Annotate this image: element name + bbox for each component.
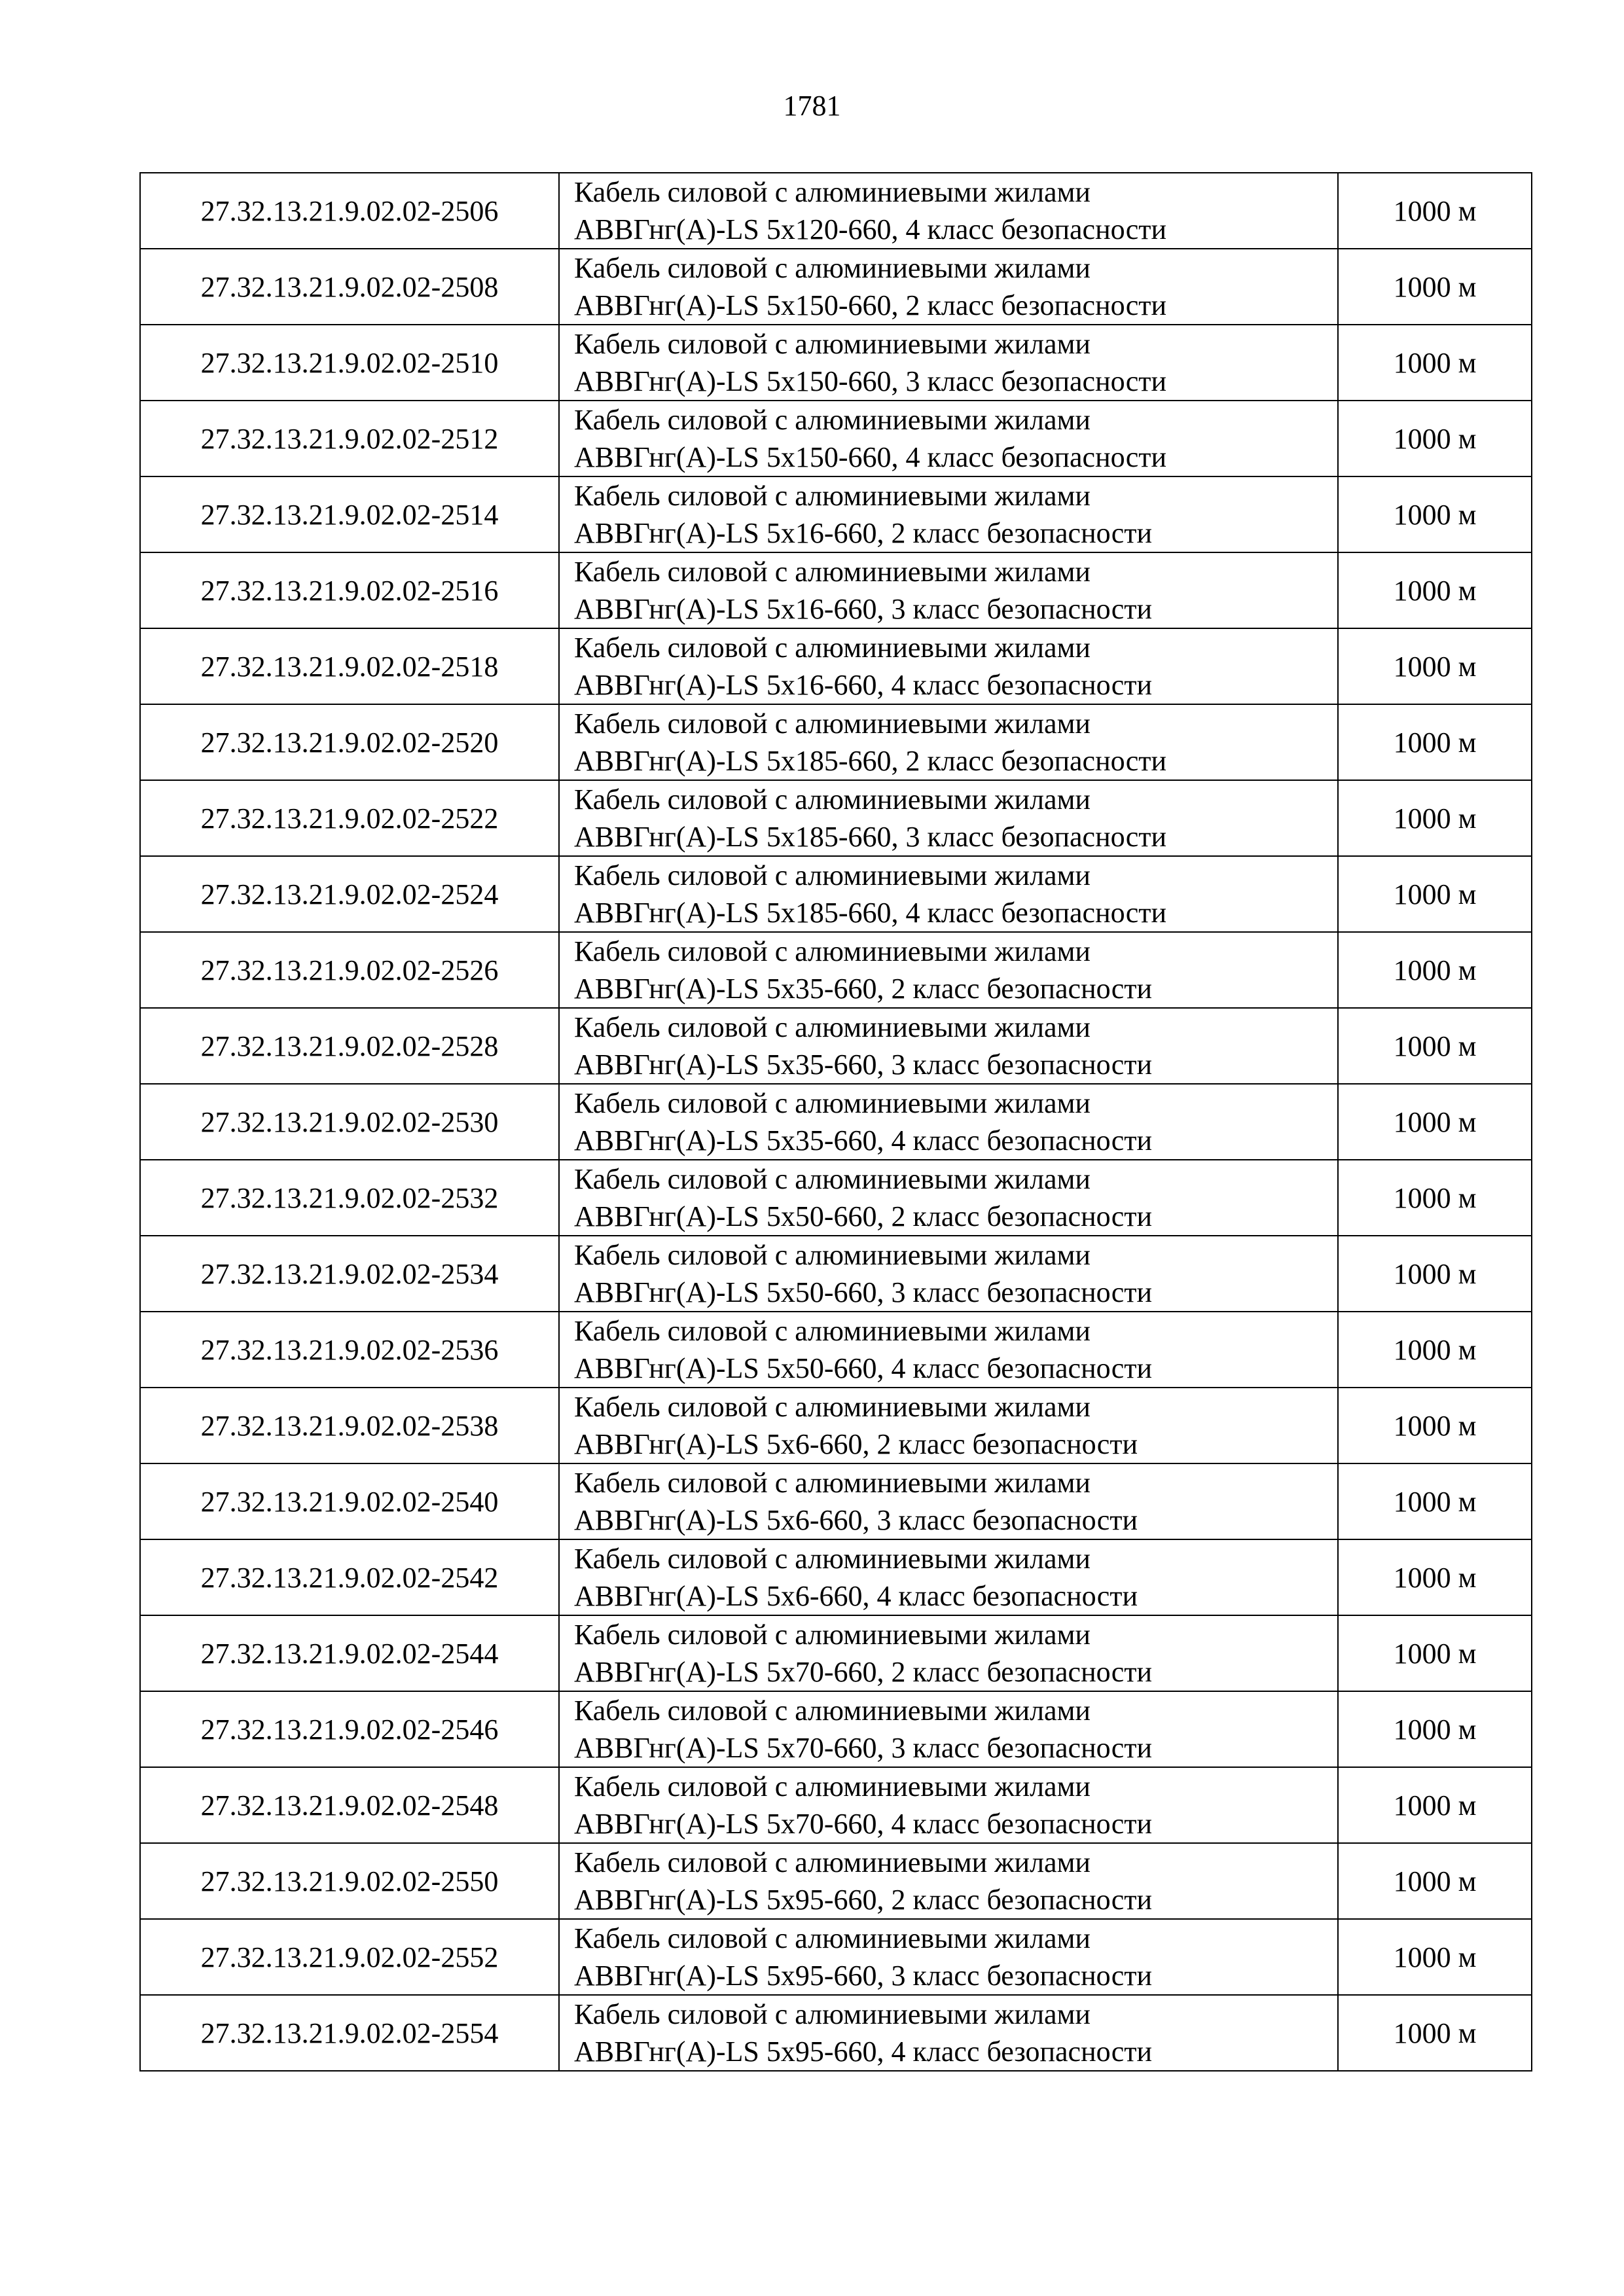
name-line-2: АВВГнг(А)-LS 5х50-660, 2 класс безопасности: [574, 1200, 1153, 1232]
name-line-2: АВВГнг(А)-LS 5х185-660, 4 класс безопасности: [574, 897, 1167, 929]
cell-name: [559, 325, 1338, 401]
cell-code: 27.32.13.21.9.02.02-2536: [140, 1312, 559, 1388]
cell-name: [559, 1008, 1338, 1084]
cell-code: 27.32.13.21.9.02.02-2554: [140, 1995, 559, 2071]
cell-unit: 1000 м: [1338, 401, 1532, 476]
name-line-1: Кабель силовой с алюминиевыми жилами: [574, 1846, 1091, 1878]
table-row: [140, 628, 1532, 704]
cell-code: 27.32.13.21.9.02.02-2524: [140, 856, 559, 932]
table-row: [140, 1767, 1532, 1843]
cell-name: [559, 1615, 1338, 1691]
name-line-2: АВВГнг(А)-LS 5х70-660, 4 класс безопасности: [574, 1808, 1153, 1840]
table-row: [140, 1615, 1532, 1691]
name-line-2: АВВГнг(А)-LS 5х120-660, 4 класс безопасности: [574, 213, 1167, 245]
cell-code: 27.32.13.21.9.02.02-2546: [140, 1691, 559, 1767]
name-line-2: АВВГнг(А)-LS 5х16-660, 4 класс безопасности: [574, 669, 1153, 701]
cell-unit: 1000 м: [1338, 1995, 1532, 2071]
cell-unit: 1000 м: [1338, 173, 1532, 249]
cell-name: [559, 1160, 1338, 1236]
cell-name: [559, 1995, 1338, 2071]
table-row: [140, 1008, 1532, 1084]
table-row: [140, 325, 1532, 401]
cell-code: 27.32.13.21.9.02.02-2522: [140, 780, 559, 856]
cell-code: 27.32.13.21.9.02.02-2550: [140, 1843, 559, 1919]
cell-code: 27.32.13.21.9.02.02-2542: [140, 1539, 559, 1615]
name-line-2: АВВГнг(А)-LS 5х95-660, 3 класс безопасности: [574, 1960, 1153, 1992]
cell-unit: 1000 м: [1338, 628, 1532, 704]
name-line-1: Кабель силовой с алюминиевыми жилами: [574, 1163, 1091, 1195]
name-line-1: Кабель силовой с алюминиевыми жилами: [574, 1239, 1091, 1271]
name-line-1: Кабель силовой с алюминиевыми жилами: [574, 935, 1091, 967]
table-body: [140, 173, 1532, 2071]
table-row: [140, 173, 1532, 249]
cell-name: [559, 1084, 1338, 1160]
cell-unit: 1000 м: [1338, 1767, 1532, 1843]
cell-code: 27.32.13.21.9.02.02-2538: [140, 1388, 559, 1463]
cell-name: [559, 249, 1338, 325]
cell-name: [559, 1539, 1338, 1615]
table-row: [140, 1084, 1532, 1160]
cell-name: [559, 476, 1338, 552]
cell-code: 27.32.13.21.9.02.02-2548: [140, 1767, 559, 1843]
table-row: [140, 401, 1532, 476]
page-number: 1781: [783, 90, 841, 122]
name-line-2: АВВГнг(А)-LS 5х150-660, 3 класс безопасности: [574, 365, 1167, 397]
name-line-1: Кабель силовой с алюминиевыми жилами: [574, 1619, 1091, 1651]
cell-name: [559, 1843, 1338, 1919]
name-line-1: Кабель силовой с алюминиевыми жилами: [574, 1770, 1091, 1803]
table-row: [140, 932, 1532, 1008]
name-line-2: АВВГнг(А)-LS 5х185-660, 2 класс безопасности: [574, 745, 1167, 777]
cell-unit: 1000 м: [1338, 1463, 1532, 1539]
cell-name: [559, 628, 1338, 704]
name-line-1: Кабель силовой с алюминиевыми жилами: [574, 1087, 1091, 1119]
cell-name: [559, 401, 1338, 476]
name-line-1: Кабель силовой с алюминиевыми жилами: [574, 480, 1091, 512]
name-line-2: АВВГнг(А)-LS 5х95-660, 2 класс безопасности: [574, 1884, 1153, 1916]
cell-code: 27.32.13.21.9.02.02-2520: [140, 704, 559, 780]
name-line-2: АВВГнг(А)-LS 5х35-660, 3 класс безопасности: [574, 1049, 1153, 1081]
name-line-1: Кабель силовой с алюминиевыми жилами: [574, 252, 1091, 284]
table-row: [140, 1691, 1532, 1767]
cell-unit: 1000 м: [1338, 1615, 1532, 1691]
name-line-2: АВВГнг(А)-LS 5х70-660, 3 класс безопасности: [574, 1732, 1153, 1764]
cell-unit: 1000 м: [1338, 856, 1532, 932]
name-line-1: Кабель силовой с алюминиевыми жилами: [574, 1695, 1091, 1727]
cell-unit: 1000 м: [1338, 1312, 1532, 1388]
name-line-1: Кабель силовой с алюминиевыми жилами: [574, 176, 1091, 208]
cell-unit: 1000 м: [1338, 552, 1532, 628]
name-line-1: Кабель силовой с алюминиевыми жилами: [574, 1543, 1091, 1575]
name-line-1: Кабель силовой с алюминиевыми жилами: [574, 859, 1091, 891]
resource-table: [139, 172, 1532, 2072]
cell-unit: 1000 м: [1338, 1084, 1532, 1160]
cell-unit: 1000 м: [1338, 1160, 1532, 1236]
cell-code: 27.32.13.21.9.02.02-2526: [140, 932, 559, 1008]
name-line-2: АВВГнг(А)-LS 5х50-660, 3 класс безопасности: [574, 1276, 1153, 1308]
table-row: [140, 1843, 1532, 1919]
table-row: [140, 1160, 1532, 1236]
cell-code: 27.32.13.21.9.02.02-2512: [140, 401, 559, 476]
name-line-2: АВВГнг(А)-LS 5х150-660, 2 класс безопасности: [574, 289, 1167, 321]
cell-code: 27.32.13.21.9.02.02-2532: [140, 1160, 559, 1236]
cell-code: 27.32.13.21.9.02.02-2528: [140, 1008, 559, 1084]
table-row: [140, 1919, 1532, 1995]
table-row: [140, 1312, 1532, 1388]
table-row: [140, 780, 1532, 856]
name-line-1: Кабель силовой с алюминиевыми жилами: [574, 632, 1091, 664]
name-line-2: АВВГнг(А)-LS 5х70-660, 2 класс безопасности: [574, 1656, 1153, 1688]
cell-code: 27.32.13.21.9.02.02-2540: [140, 1463, 559, 1539]
name-line-2: АВВГнг(А)-LS 5х16-660, 3 класс безопасности: [574, 593, 1153, 625]
cell-unit: 1000 м: [1338, 249, 1532, 325]
name-line-1: Кабель силовой с алюминиевыми жилами: [574, 1998, 1091, 2030]
cell-code: 27.32.13.21.9.02.02-2506: [140, 173, 559, 249]
cell-name: [559, 1312, 1338, 1388]
cell-code: 27.32.13.21.9.02.02-2552: [140, 1919, 559, 1995]
cell-name: [559, 173, 1338, 249]
cell-name: [559, 780, 1338, 856]
name-line-2: АВВГнг(А)-LS 5х95-660, 4 класс безопасности: [574, 2036, 1153, 2068]
name-line-1: Кабель силовой с алюминиевыми жилами: [574, 1391, 1091, 1423]
cell-code: 27.32.13.21.9.02.02-2510: [140, 325, 559, 401]
cell-code: 27.32.13.21.9.02.02-2518: [140, 628, 559, 704]
name-line-1: Кабель силовой с алюминиевыми жилами: [574, 783, 1091, 816]
name-line-2: АВВГнг(А)-LS 5х50-660, 4 класс безопасности: [574, 1352, 1153, 1384]
cell-name: [559, 552, 1338, 628]
cell-unit: 1000 м: [1338, 325, 1532, 401]
cell-unit: 1000 м: [1338, 1919, 1532, 1995]
name-line-1: Кабель силовой с алюминиевыми жилами: [574, 556, 1091, 588]
cell-name: [559, 1463, 1338, 1539]
table-row: [140, 1236, 1532, 1312]
name-line-1: Кабель силовой с алюминиевыми жилами: [574, 1011, 1091, 1043]
name-line-1: Кабель силовой с алюминиевыми жилами: [574, 708, 1091, 740]
cell-name: [559, 932, 1338, 1008]
cell-unit: 1000 м: [1338, 932, 1532, 1008]
cell-name: [559, 1919, 1338, 1995]
cell-code: 27.32.13.21.9.02.02-2530: [140, 1084, 559, 1160]
name-line-2: АВВГнг(А)-LS 5х6-660, 3 класс безопасности: [574, 1504, 1138, 1536]
cell-code: 27.32.13.21.9.02.02-2516: [140, 552, 559, 628]
name-line-2: АВВГнг(А)-LS 5х6-660, 4 класс безопасности: [574, 1580, 1138, 1612]
cell-code: 27.32.13.21.9.02.02-2508: [140, 249, 559, 325]
table-row: [140, 1388, 1532, 1463]
cell-unit: 1000 м: [1338, 1843, 1532, 1919]
cell-unit: 1000 м: [1338, 1008, 1532, 1084]
name-line-2: АВВГнг(А)-LS 5х35-660, 2 класс безопасности: [574, 973, 1153, 1005]
name-line-1: Кабель силовой с алюминиевыми жилами: [574, 1467, 1091, 1499]
table-row: [140, 552, 1532, 628]
cell-unit: 1000 м: [1338, 1691, 1532, 1767]
name-line-2: АВВГнг(А)-LS 5х16-660, 2 класс безопасности: [574, 517, 1153, 549]
table-row: [140, 249, 1532, 325]
cell-name: [559, 1388, 1338, 1463]
cell-name: [559, 1691, 1338, 1767]
cell-unit: 1000 м: [1338, 476, 1532, 552]
cell-name: [559, 856, 1338, 932]
cell-unit: 1000 м: [1338, 1388, 1532, 1463]
name-line-2: АВВГнг(А)-LS 5х35-660, 4 класс безопасности: [574, 1124, 1153, 1157]
name-line-1: Кабель силовой с алюминиевыми жилами: [574, 328, 1091, 360]
name-line-2: АВВГнг(А)-LS 5х185-660, 3 класс безопасности: [574, 821, 1167, 853]
cell-unit: 1000 м: [1338, 780, 1532, 856]
table-row: [140, 704, 1532, 780]
name-line-1: Кабель силовой с алюминиевыми жилами: [574, 1922, 1091, 1954]
name-line-2: АВВГнг(А)-LS 5х150-660, 4 класс безопасности: [574, 441, 1167, 473]
cell-unit: 1000 м: [1338, 704, 1532, 780]
cell-name: [559, 1236, 1338, 1312]
cell-code: 27.32.13.21.9.02.02-2534: [140, 1236, 559, 1312]
cell-name: [559, 704, 1338, 780]
table-row: [140, 476, 1532, 552]
cell-code: 27.32.13.21.9.02.02-2514: [140, 476, 559, 552]
cell-unit: 1000 м: [1338, 1539, 1532, 1615]
name-line-1: Кабель силовой с алюминиевыми жилами: [574, 404, 1091, 436]
cell-name: [559, 1767, 1338, 1843]
table-row: [140, 1539, 1532, 1615]
name-line-2: АВВГнг(А)-LS 5х6-660, 2 класс безопасности: [574, 1428, 1138, 1460]
name-line-1: Кабель силовой с алюминиевыми жилами: [574, 1315, 1091, 1347]
table-row: [140, 1995, 1532, 2071]
table-row: [140, 856, 1532, 932]
cell-unit: 1000 м: [1338, 1236, 1532, 1312]
table-row: [140, 1463, 1532, 1539]
cell-code: 27.32.13.21.9.02.02-2544: [140, 1615, 559, 1691]
